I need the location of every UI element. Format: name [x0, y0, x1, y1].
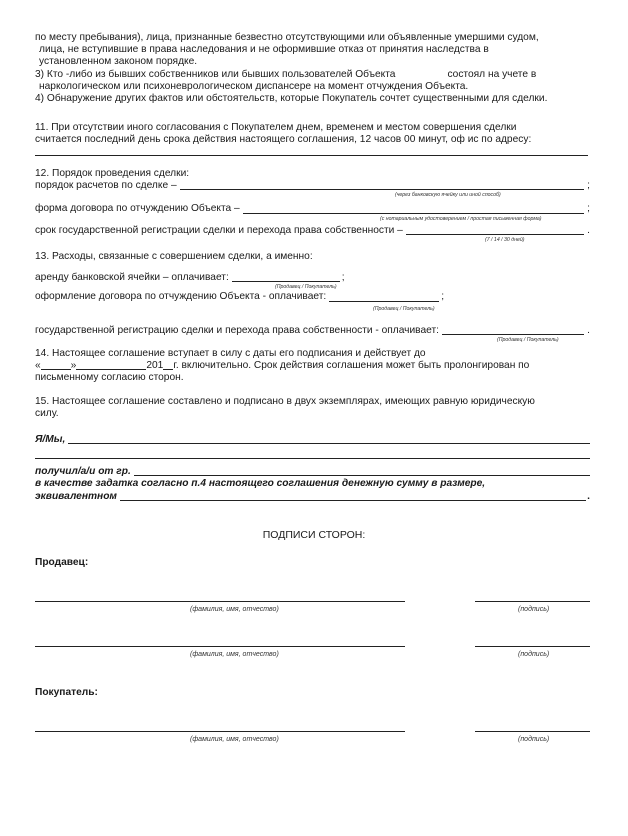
seller-signature-hint-1: (подпись)	[518, 606, 550, 613]
payment-order-hint: (через банковскую ячейку или иной способ)	[395, 192, 501, 199]
receipt-from-row	[35, 466, 590, 478]
contract-form-row: форма договора по отчуждению Объекта – ;	[35, 203, 590, 215]
registration-cost-hint: (Продавец / Покупатель)	[497, 336, 559, 343]
contract-form-label: форма договора по отчуждению Объекта –	[35, 203, 240, 215]
seller-name-line-2[interactable]	[35, 646, 405, 647]
item-3-line	[35, 69, 590, 81]
contract-cost-label: оформление договора по отчуждению Объекта - оплачивает:	[35, 291, 327, 303]
receipt-who-line-2	[35, 449, 590, 461]
receipt-equiv-field[interactable]	[120, 491, 586, 501]
section-11-line-1: 11. При отсутствии иного согласования с Покупателем днем, временем и местом совершения сделки	[35, 122, 517, 133]
registration-term-label: срок государственной регистрации сделки и перехода права собственности –	[35, 224, 403, 236]
date-year-field[interactable]	[163, 360, 173, 370]
receipt-deposit-text: в качестве задатка согласно п.4 настоящего соглашения денежную сумму в размере,	[35, 478, 486, 490]
section-11-address-field[interactable]	[35, 146, 590, 158]
receipt-from-label: получил/а/и от гр.	[35, 466, 131, 478]
contract-form-field[interactable]	[243, 204, 584, 214]
registration-cost-field[interactable]	[442, 325, 584, 335]
payment-order-row: порядок расчетов по сделке – ;	[35, 180, 590, 192]
seller-name-hint-1: (фамилия, имя, отчество)	[190, 606, 279, 613]
registration-term-field[interactable]	[406, 225, 584, 235]
signatures-title: ПОДПИСИ СТОРОН:	[262, 529, 366, 541]
payment-order-label: порядок расчетов по сделке –	[35, 180, 177, 192]
section-14-line-2-text: г. включительно. Срок действия соглашения может быть пролонгирован по	[173, 360, 530, 372]
registration-cost-row: государственной регистрацию сделки и перехода права собственности - оплачивает: .	[35, 324, 590, 336]
section-15	[35, 396, 590, 420]
contract-form-hint: (с нотариальным удостоверением / простая письменная форма)	[380, 215, 542, 222]
item-3-text-b: состоял на учете в	[447, 68, 537, 80]
section-12-title: 12. Порядок проведения сделки:	[35, 168, 190, 179]
section-11-line-2: считается последний день срока действия настоящего соглашения, 12 часов 00 минут, оф ис по адресу:	[35, 134, 532, 146]
receipt-from-field[interactable]	[134, 466, 590, 476]
payment-order-field[interactable]	[180, 180, 585, 190]
date-month-field[interactable]	[76, 360, 146, 370]
intro-line-2: лица, не вступившие в права наследования и не оформившие отказ от принятия наследства в	[39, 44, 489, 56]
receipt-who-field-2[interactable]	[35, 449, 590, 459]
buyer-signature-hint: (подпись)	[518, 736, 550, 743]
receipt-equiv-label: эквивалентном	[35, 490, 117, 502]
contract-cost-row: оформление договора по отчуждению Объекта - оплачивает: ;	[35, 291, 445, 303]
section-14-line-1: 14. Настоящее соглашение вступает в силу с даты его подписания и действует до	[35, 348, 426, 359]
receipt-who-label: Я/Мы,	[35, 434, 66, 445]
seller-label: Продавец:	[35, 557, 89, 568]
section-12	[35, 168, 590, 245]
seller-signature-hint-2: (подпись)	[518, 651, 550, 658]
receipt-who-field[interactable]	[68, 434, 590, 444]
intro-block	[35, 32, 590, 105]
intro-line-1: по месту пребывания), лица, признанные безвестно отсутствующими или объявленные умершими судом,	[35, 32, 539, 43]
section-15-line-2: силу.	[35, 408, 59, 420]
receipt-block	[35, 434, 590, 503]
section-13	[35, 251, 590, 344]
receipt-who-row	[35, 434, 590, 446]
seller-name-hint-2: (фамилия, имя, отчество)	[190, 651, 279, 658]
buyer-name-line[interactable]	[35, 731, 405, 732]
contract-cost-hint: (Продавец / Покупатель)	[373, 305, 435, 312]
item-3-line-2: наркологическом или психоневрологическом диспансере на момент отчуждения Объекта.	[39, 80, 469, 92]
cell-rent-field[interactable]	[232, 272, 340, 282]
date-day-field[interactable]	[41, 360, 71, 370]
contract-cost-field[interactable]	[329, 292, 439, 302]
buyer-name-hint: (фамилия, имя, отчество)	[190, 736, 279, 743]
item-4-line: 4) Обнаружение других фактов или обстоятельств, которые Покупатель сочтет существенными для сделки.	[35, 93, 548, 105]
buyer-label: Покупатель:	[35, 687, 98, 698]
registration-cost-label: государственной регистрацию сделки и перехода права собственности - оплачивает:	[35, 324, 439, 336]
section-14-line-3: письменному согласию сторон.	[35, 372, 184, 384]
item-3-text-a: 3) Кто -либо из бывших собственников или бывших пользователей Объекта	[35, 68, 396, 80]
intro-line-3: установленном законом порядке.	[39, 56, 198, 68]
section-14-date-row: « » 201 г. включительно. Срок действия соглашения может быть пролонгирован по	[35, 360, 530, 372]
section-15-line-1: 15. Настоящее соглашение составлено и подписано в двух экземплярах, имеющих равную юридическую	[35, 396, 535, 407]
seller-name-line-1[interactable]	[35, 601, 405, 602]
seller-signature-line-2[interactable]	[475, 646, 590, 647]
buyer-signature-line[interactable]	[475, 731, 590, 732]
section-14	[35, 348, 590, 385]
registration-term-row: срок государственной регистрации сделки и перехода права собственности – .	[35, 224, 590, 236]
cell-rent-row: аренду банковской ячейки – оплачивает: ;	[35, 272, 345, 284]
seller-signature-line-1[interactable]	[475, 601, 590, 602]
cell-rent-label: аренду банковской ячейки – оплачивает:	[35, 272, 229, 284]
section-13-title: 13. Расходы, связанные с совершением сделки, а именно:	[35, 251, 313, 262]
registration-term-hint: (7 / 14 / 30 дней)	[485, 236, 525, 243]
section-11	[35, 122, 590, 158]
receipt-equiv-row: эквивалентном .	[35, 490, 590, 502]
cell-rent-hint: (Продавец / Покупатель)	[275, 284, 337, 291]
